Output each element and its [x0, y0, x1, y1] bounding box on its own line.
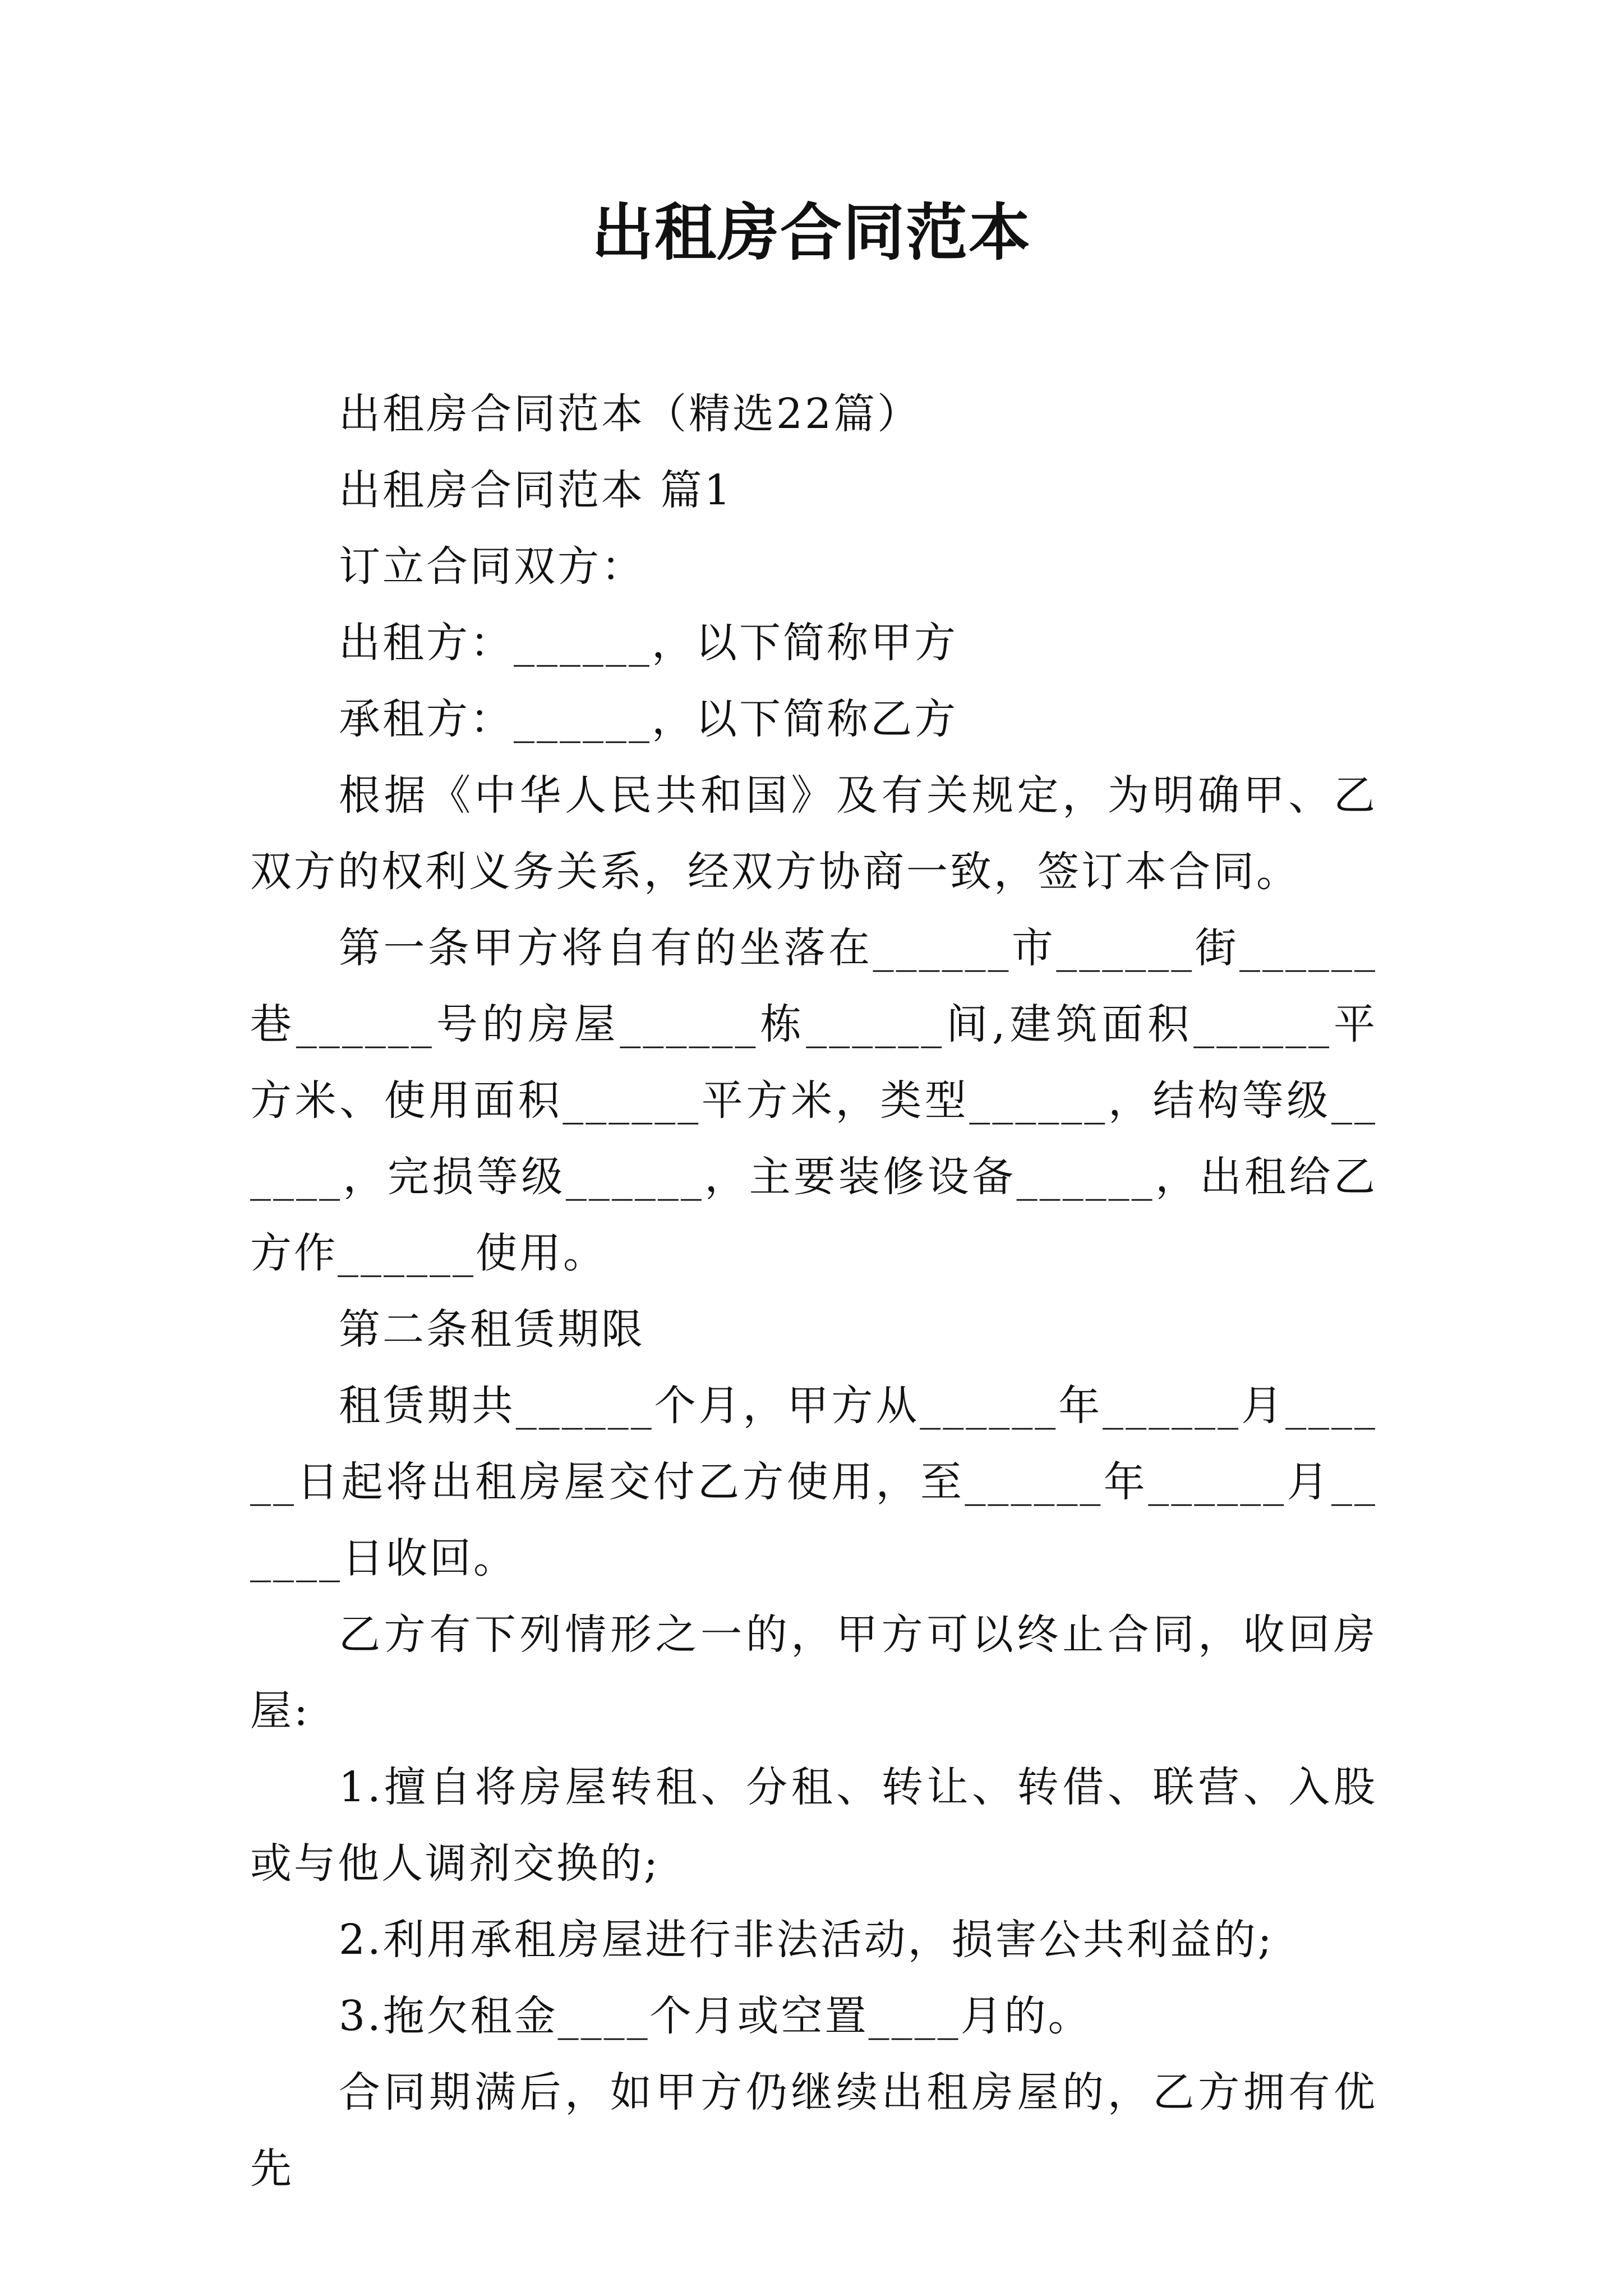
paragraph-article-2-heading: 第二条租赁期限: [339, 1305, 645, 1354]
paragraph-subtitle: 出租房合同范本（精选22篇）: [339, 390, 921, 438]
paragraph-article-1: 第一条甲方将自有的坐落在______市______街______巷______号的房屋______栋______间,建筑面积______平方米、使用面积______平方米，类型______，结构等级______，完损等级______，主要装修设备______，出租给乙方作______使用。: [250, 924, 1377, 1277]
document-body: [250, 376, 1377, 2207]
paragraph-preamble: 根据《中华人民共和国》及有关规定，为明确甲、乙双方的权利义务关系，经双方协商一致，签订本合同。: [250, 771, 1377, 896]
paragraph-lessee: 承租方：______，以下简称乙方: [339, 695, 958, 743]
paragraph-lessor: 出租方：______，以下简称甲方: [339, 619, 958, 667]
paragraph-termination-conditions: 乙方有下列情形之一的，甲方可以终止合同，收回房屋:: [250, 1611, 1377, 1735]
paragraph-renewal: 合同期满后，如甲方仍继续出租房屋的，乙方拥有优先: [250, 2068, 1377, 2193]
paragraph-condition-3: 3.拖欠租金____个月或空置____月的。: [339, 1992, 1092, 2040]
paragraph-section-heading: 出租房合同范本 篇1: [339, 466, 733, 514]
paragraph-condition-1: 1.擅自将房屋转租、分租、转让、转借、联营、入股或与他人调剂交换的;: [250, 1763, 1377, 1888]
paragraph-parties-heading: 订立合同双方：: [339, 542, 645, 591]
paragraph-lease-term: 租赁期共______个月，甲方从______年______月______日起将出租房屋交付乙方使用，至______年______月______日收回。: [250, 1382, 1377, 1582]
document-title: 出租房合同范本: [592, 197, 1031, 269]
paragraph-condition-2: 2.利用承租房屋进行非法活动，损害公共利益的;: [339, 1916, 1274, 1964]
